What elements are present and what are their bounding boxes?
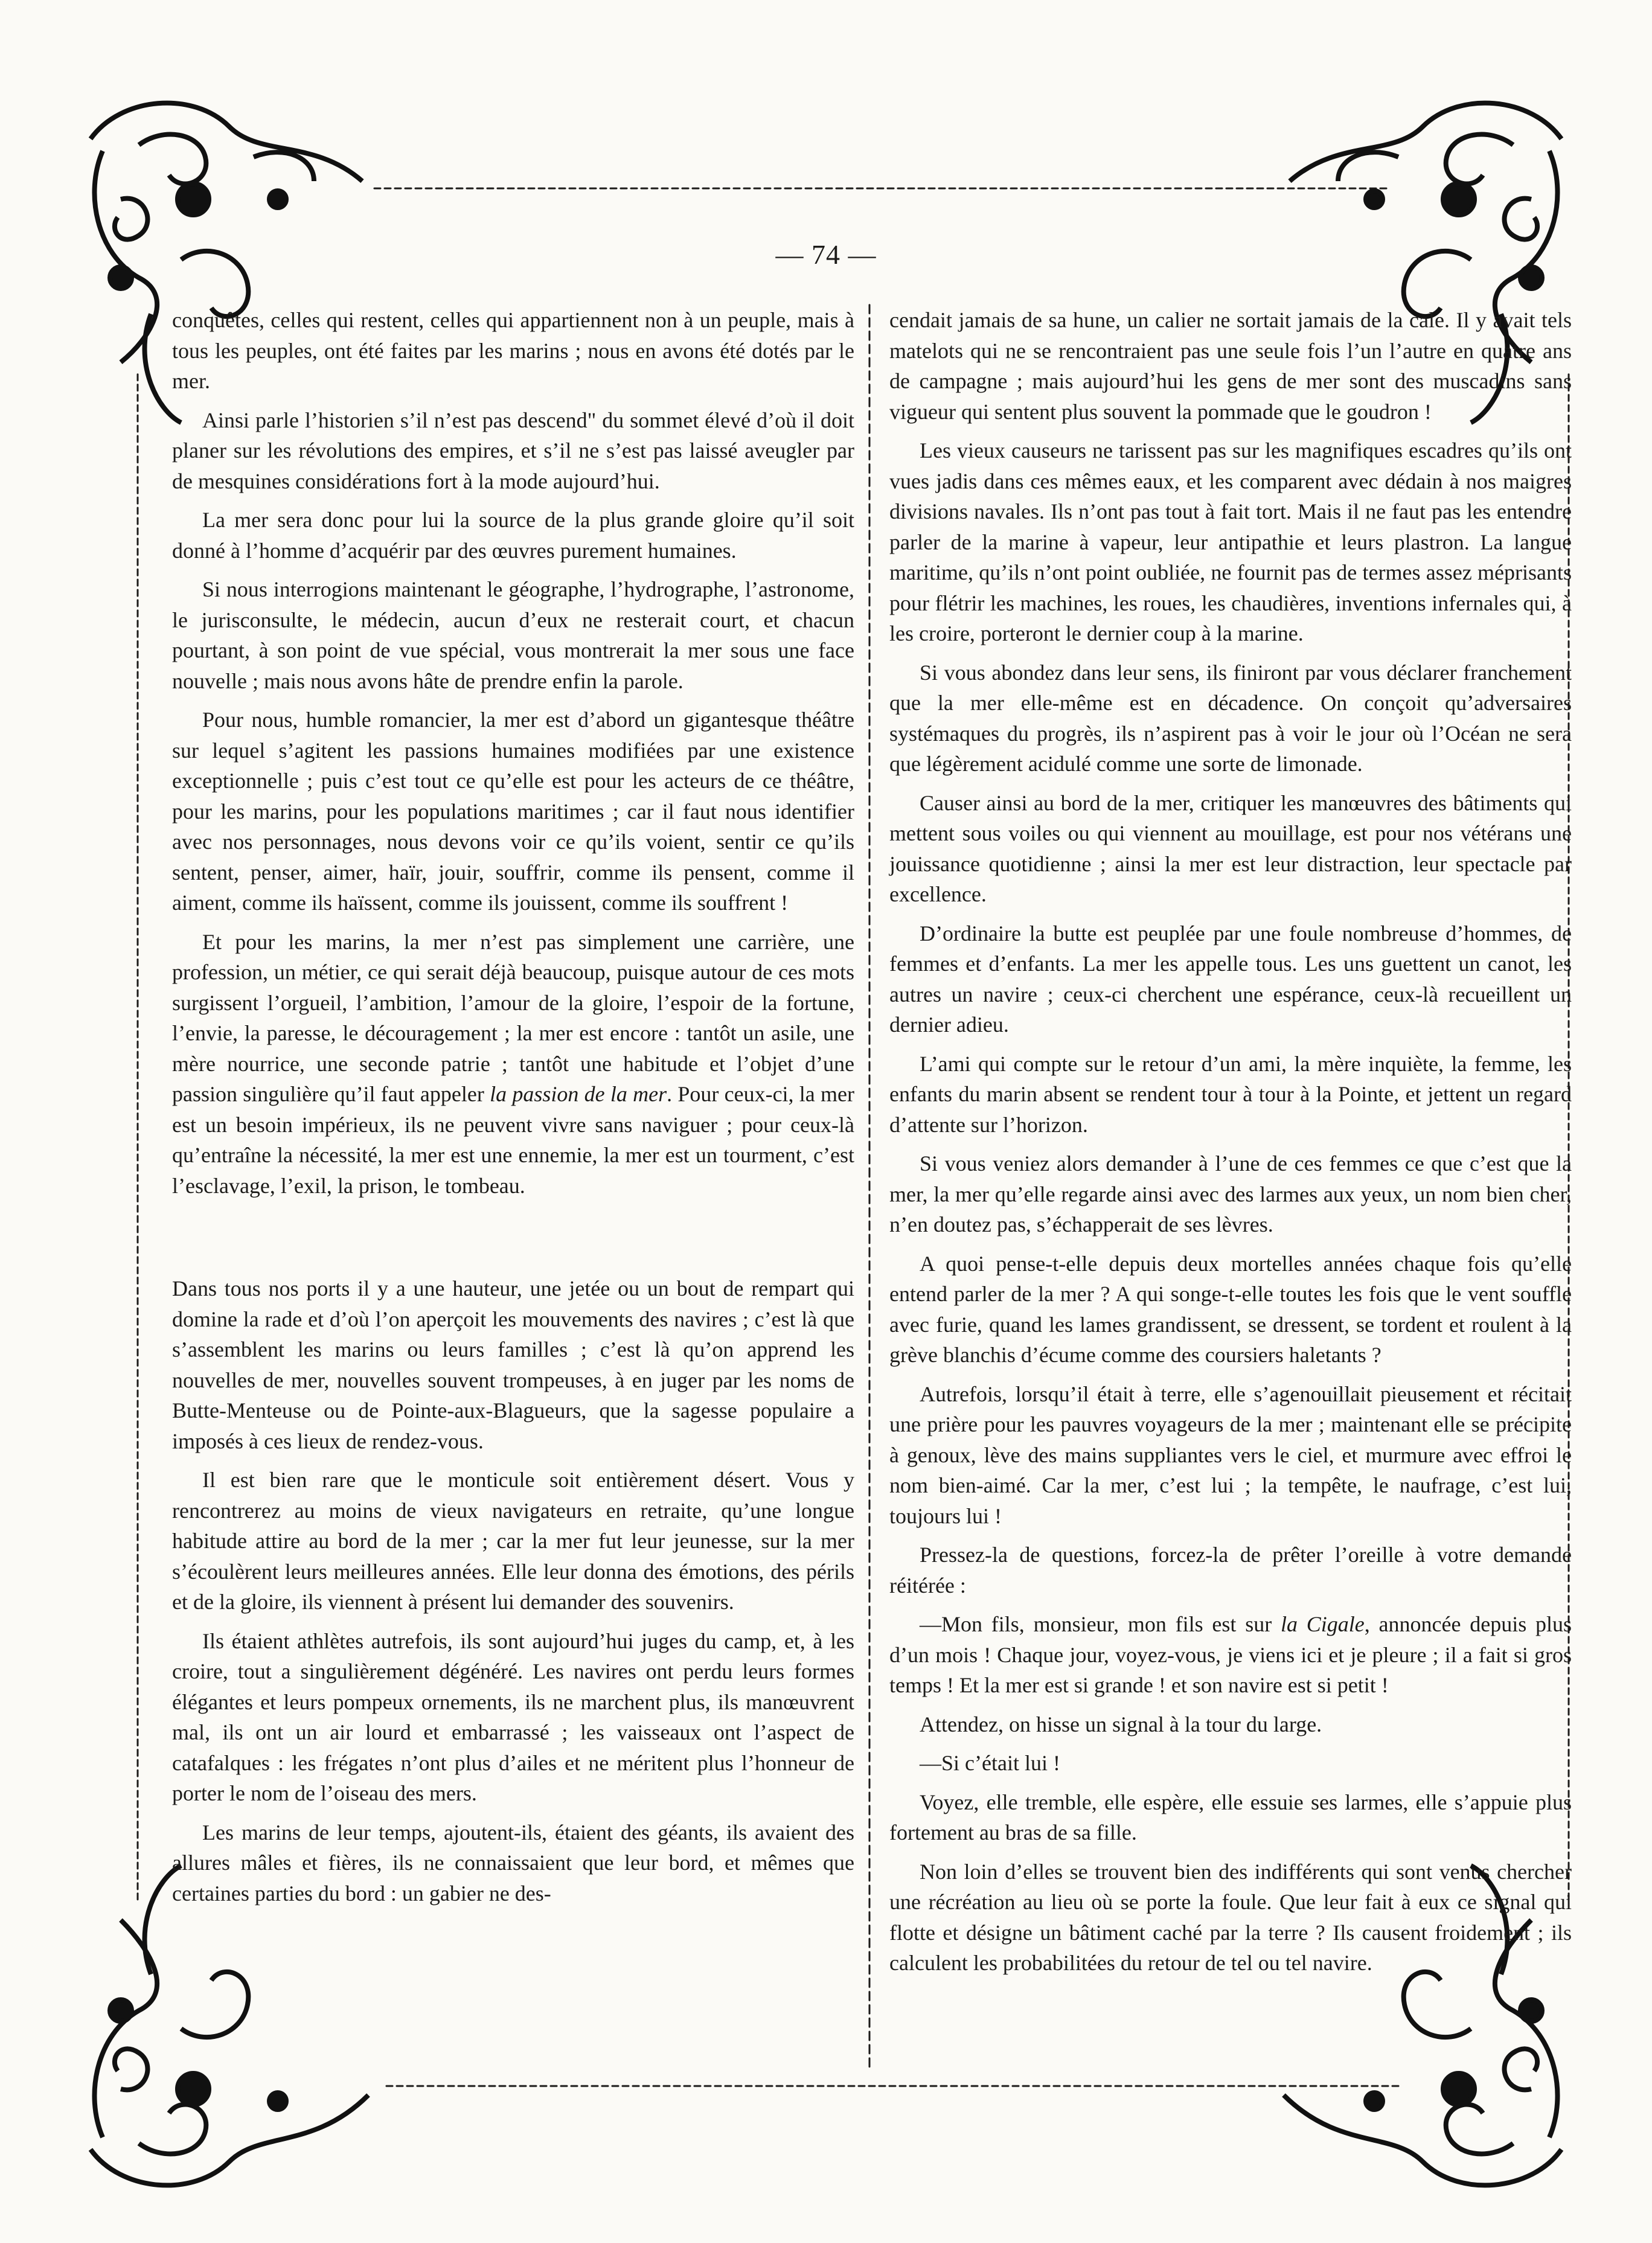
paragraph: Si nous interrogions maintenant le géographe, l’hydrographe, l’astronome, le jurisconsulte, le médecin, aucun d’eux ne resterait court, et chacun pourtant, à son point de vue spécial, vous montrerait la mer sous une face nouvelle ; mais nous avons hâte de prendre enfin la parole. [172,577,854,693]
paragraph-text: —Mon fils, monsieur, mon fils est sur [920,1612,1281,1636]
paragraph: Pressez-la de questions, forcez-la de prêter l’oreille à votre demande réitérée : [889,1543,1572,1598]
paragraph: Voyez, elle tremble, elle espère, elle essuie ses larmes, elle s’appuie plus fortement au bras de sa fille. [889,1790,1572,1845]
paragraph: Autrefois, lorsqu’il était à terre, elle s’agenouillait pieusement et récitait une prière pour les pauvres voyageurs de la mer ; maintenant elle se précipite à genoux, lève des mains suppliantes vers le ciel, et murmure avec effroi le nom bien-aimé. Car la mer, c’est lui ; la tempête, le naufrage, c’est lui, toujours lui ! [889,1381,1572,1528]
paragraph-text: Et pour les marins, la mer n’est pas simplement une carrière, une profession, un métier, ce qui serait déjà beaucoup, puisque autour de ces mots surgissent l’orgueil, l’ambition, l’amour de la gloire, l’espoir de la fortune, l’envie, la paresse, le découragement ; la mer est encore : tantôt un asile, une mère nourrice, une seconde patrie ; tantôt une habitude et l’objet d’une passion singulière qu’il faut appeler [172,929,854,1106]
paragraph: Attendez, on hisse un signal à la tour du large. [920,1712,1322,1736]
paragraph: Si vous veniez alors demander à l’une de ces femmes ce que c’est que la mer, la mer qu’elle regarde ainsi avec des larmes aux yeux, un nom bien cher, n’en doutez pas, s’échapperait de ses lèvres. [889,1151,1572,1237]
paragraph: L’ami qui compte sur le retour d’un ami, la mère inquiète, la femme, les enfants du marin absent se rendent tour à tour à la Pointe, et jettent un regard d’attente sur l’horizon. [889,1051,1572,1137]
right-column [889,305,1572,1987]
paragraph: Causer ainsi au bord de la mer, critiquer les manœuvres des bâtiments qui mettent sous voiles ou qui viennent au mouillage, est pour nos vétérans une jouissance quotidienne ; ainsi la mer est leur distraction, leur spectacle par excellence. [889,790,1572,906]
emphasis-text: la passion de la mer [490,1082,667,1106]
paragraph: Ainsi parle l’historien s’il n’est pas descend" du sommet élevé d’où il doit planer sur les révolutions des empires, et s’il ne s’est pas laissé aveugler par de mesquines considérations fort à la mode aujourd’hui. [172,408,854,493]
paragraph: Non loin d’elles se trouvent bien des indifférents qui sont venus chercher une récréation au lieu où se porte la foule. Que leur fait à eux ce signal qui flotte et désigne un bâtiment caché par la terre ? Ils causent froidement ; ils calculent les probabilitées du retour de tel ou tel navire. [889,1859,1572,1975]
paragraph: —Si c’était lui ! [920,1751,1060,1775]
left-column [172,305,854,1917]
paragraph: D’ordinaire la butte est peuplée par une foule nombreuse d’hommes, de femmes et d’enfants. La mer les appelle tous. Les uns guettent un canot, les autres un navire ; ceux-ci cherchent une espérance, ceux-là recueillent un dernier adieu. [889,921,1572,1037]
paragraph: Il est bien rare que le monticule soit entièrement désert. Vous y rencontrerez au moins de vieux navigateurs en retraite, qu’une longue habitude attire au bord de la mer ; car la mer fut leur jeunesse, sur la mer s’écoulèrent leurs meilleures années. Elle leur donna des émotions, des périls et de la gloire, ils viennent à présent lui demander des souvenirs. [172,1468,854,1614]
paragraph: Si vous abondez dans leur sens, ils finiront par vous déclarer franchement que la mer elle-même est en décadence. On conçoit qu’adversaires systémaques du progrès, ils n’aspirent pas à voir le jour où l’Océan ne sera que légèrement acidulé comme une sorte de limonade. [889,660,1572,776]
paragraph: Dans tous nos ports il y a une hauteur, une jetée ou un bout de rempart qui domine la rade et d’où l’on aperçoit les mouvements des navires ; c’est là que s’assemblent les marins ou leurs familles ; c’est là qu’on apprend les nouvelles de mer, nouvelles souvent trompeuses, à en juger par les noms de Butte-Menteuse ou de Pointe-aux-Blagueurs, que la sagesse populaire a imposés à ces lieux de rendez-vous. [172,1276,854,1453]
paragraph: Pour nous, humble romancier, la mer est d’abord un gigantesque théâtre sur lequel s’agitent les passions humaines modifiées par une existence exceptionnelle ; puis c’est tout ce qu’elle est pour les acteurs de ce théâtre, pour les marins, pour les populations maritimes ; car il faut nous identifier avec nos personnages, nous devons voir ce qu’ils voient, sentir ce qu’ils sentent, penser, aimer, haïr, jouir, souffrir, comme ils pensent, comme il aiment, comme ils haïssent, comme ils jouissent, comme ils souffrent ! [172,708,854,915]
paragraph: La mer sera donc pour lui la source de la plus grande gloire qu’il soit donné à l’homme d’acquérir par des œuvres purement humaines. [172,508,854,563]
paragraph: conquêtes, celles qui restent, celles qui appartiennent non à un peuple, mais à tous les peuples, ont été faites par les marins ; nous en avons été dotés par le mer. [172,308,854,393]
paragraph-text: , annoncée depuis plus d’un mois ! Chaque jour, voyez-vous, je viens ici et je pleure ; il a fait si gros temps ! Et la mer est si grande ! et son navire est si petit ! [889,1612,1572,1697]
paragraph: Les marins de leur temps, ajoutent-ils, étaient des géants, ils avaient des allures mâles et fières, ils ne connaissaient que leur bord, et mêmes que certaines parties du bord : un gabier ne des- [172,1820,854,1905]
dialogue-paragraph [889,1609,1572,1701]
paragraph: A quoi pense-t-elle depuis deux mortelles années chaque fois qu’elle entend parler de la mer ? A qui songe-t-elle toutes les fois que le vent souffle avec furie, quand les lames grandissent, se dressent, se tordent et roulent à la grève blanchis d’écume comme des coursiers haletants ? [889,1251,1572,1367]
paragraph: cendait jamais de sa hune, un calier ne sortait jamais de la cale. Il y avait tels matelots qui ne se rencontraient pas une seule fois l’un l’autre en quatre ans de campagne ; mais aujourd’hui les gens de mer sont des muscadins sans vigueur qui sentent plus souvent la pommade que le goudron ! [889,308,1572,424]
page-number: — 74 — [775,239,877,270]
paragraph [172,927,854,1201]
paragraph: Ils étaient athlètes autrefois, ils sont aujourd’hui juges du camp, et, à les croire, tout a singulièrement dégénéré. Les navires ont perdu leurs formes élégantes et leurs pompeux ornements, ils ne marchent plus, ils manœuvrent mal, ils ont un air lourd et embarrassé ; les vaisseaux ont l’aspect de catafalques : les frégates n’ont plus d’ailes et ne méritent plus l’honneur de porter le nom de l’oiseau des mers. [172,1628,854,1805]
paragraph-text: . Pour ceux-ci, la mer est un besoin impérieux, ils ne peuvent vivre sans naviguer ; pour ceux-là qu’entraîne la nécessité, la mer est une ennemie, la mer est un tourment, c’est l’esclavage, l’exil, la prison, le tombeau. [172,1082,854,1198]
emphasis-text: la Cigale [1280,1612,1365,1636]
paragraph: Les vieux causeurs ne tarissent pas sur les magnifiques escadres qu’ils ont vues jadis dans ces mêmes eaux, et les comparent avec dédain à nos maigres divisions navales. Ils n’ont pas tout à fait tort. Mais il ne faut pas les entendre parler de la marine à vapeur, leur antipathie et leurs plastron. La langue maritime, qu’ils n’ont point oubliée, ne fournit pas de termes assez méprisants pour flétrir les machines, les roues, les chaudières, inventions infernales qui, à les croire, porteront le dernier coup à la marine. [889,438,1572,645]
